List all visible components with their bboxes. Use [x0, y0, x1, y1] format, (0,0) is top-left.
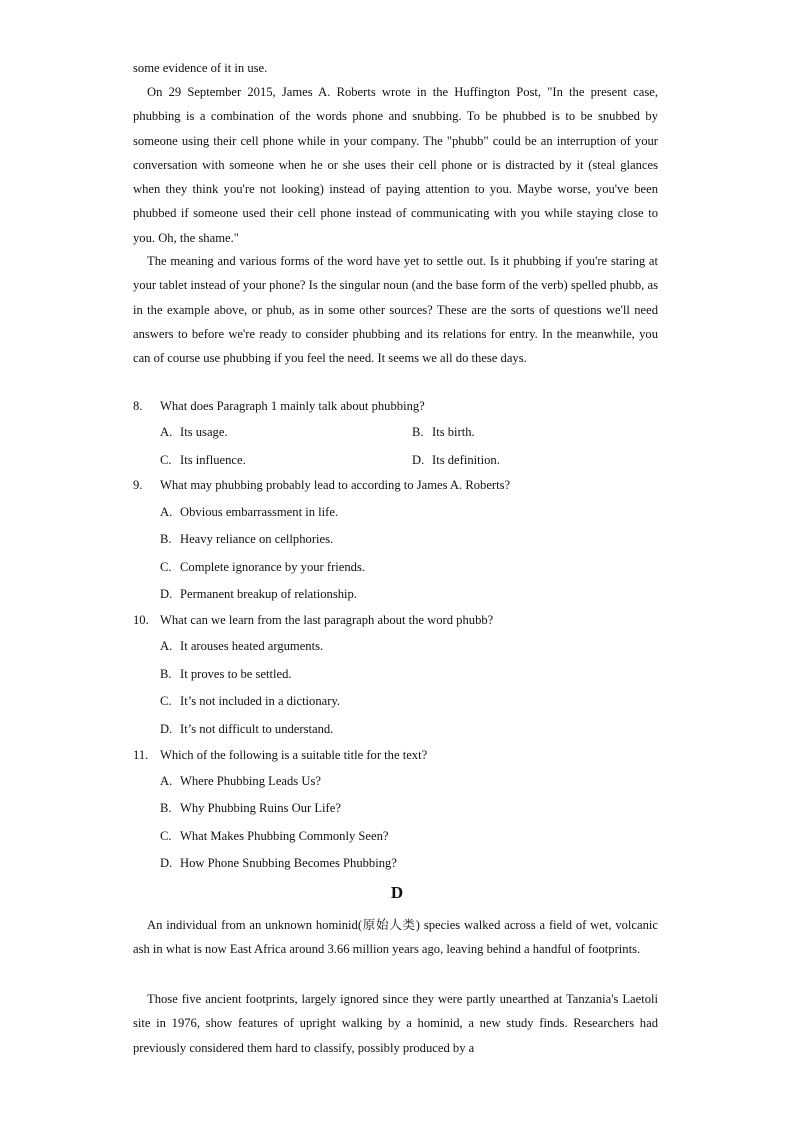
question-9 [133, 476, 510, 494]
option-10a[interactable]: A. It arouses heated arguments. [160, 639, 324, 653]
option-10b[interactable]: B. It proves to be settled. [160, 667, 292, 681]
option-9b[interactable]: B. Heavy reliance on cellphories. [160, 532, 334, 546]
option-11b[interactable]: B. Why Phubbing Ruins Our Life? [160, 801, 341, 815]
option-8d[interactable]: D. Its definition. [412, 453, 500, 467]
passage-d-paragraph-1: An individual from an unknown hominid(原始人类) species walked across a field of wet, volcanic ash in what is now East Africa around 3.66 million years ago, leaving behind a handful of footprints. [133, 918, 658, 957]
question-number: 8. [133, 399, 143, 413]
question-stem: What can we learn from the last paragraph about the word phubb? [160, 613, 494, 627]
option-10c[interactable]: C. It’s not included in a dictionary. [160, 694, 341, 708]
passage-c-continuation: some evidence of it in use. [133, 61, 268, 75]
question-8 [133, 397, 425, 415]
option-8c[interactable]: C. Its influence. [160, 453, 246, 467]
option-9c[interactable]: C. Complete ignorance by your friends. [160, 560, 366, 574]
question-stem: What may phubbing probably lead to according to James A. Roberts? [160, 478, 511, 492]
section-heading: D [390, 883, 404, 902]
option-8b[interactable]: B. Its birth. [412, 425, 475, 439]
option-10d[interactable]: D. It’s not difficult to understand. [160, 722, 334, 736]
question-number: 10. [133, 613, 149, 627]
option-9d[interactable]: D. Permanent breakup of relationship. [160, 587, 357, 601]
option-11c[interactable]: C. What Makes Phubbing Commonly Seen? [160, 829, 389, 843]
passage-c-paragraph-2: On 29 September 2015, James A. Roberts wrote in the Huffington Post, "In the present case, phubbing is a combination of the words phone and snubbing. To be phubbed is to be snubbed by someone using their cell phone while in your company. The "phubb" could be an interruption of your conversation with someone when he or she uses their cell phone or is distracted by it (steal glances when they think you're not looking) instead of paying attention to you. Maybe worse, you've been phubbed if someone used their cell phone instead of communicating with you while staying close to you. Oh, the shame." [133, 85, 658, 245]
question-stem: What does Paragraph 1 mainly talk about phubbing? [160, 399, 425, 413]
option-8a[interactable]: A. Its usage. [160, 425, 228, 439]
question-number: 11. [133, 748, 149, 762]
option-11d[interactable]: D. How Phone Snubbing Becomes Phubbing? [160, 856, 397, 870]
passage-d-paragraph-2: Those five ancient footprints, largely ignored since they were partly unearthed at Tanzania's Laetoli site in 1976, show features of upright walking by a hominid, a new study finds. Researchers had previously considered them hard to classify, possibly produced by a [133, 992, 658, 1055]
option-9a[interactable]: A. Obvious embarrassment in life. [160, 505, 339, 519]
option-11a[interactable]: A. Where Phubbing Leads Us? [160, 774, 321, 788]
passage-c-paragraph-3: The meaning and various forms of the word have yet to settle out. Is it phubbing if you're staring at your tablet instead of your phone? Is the singular noun (and the base form of the verb) spelled phubb, as in the example above, or phub, as in some other sources? These are the sorts of questions we'll need answers to before we're ready to consider phubbing and its relations for entry. In the meanwhile, you can of course use phubbing if you feel the need. It seems we all do these days. [133, 254, 658, 366]
question-11 [133, 746, 427, 764]
question-number: 9. [133, 478, 143, 492]
question-stem: Which of the following is a suitable title for the text? [160, 748, 428, 762]
question-10 [133, 611, 493, 629]
